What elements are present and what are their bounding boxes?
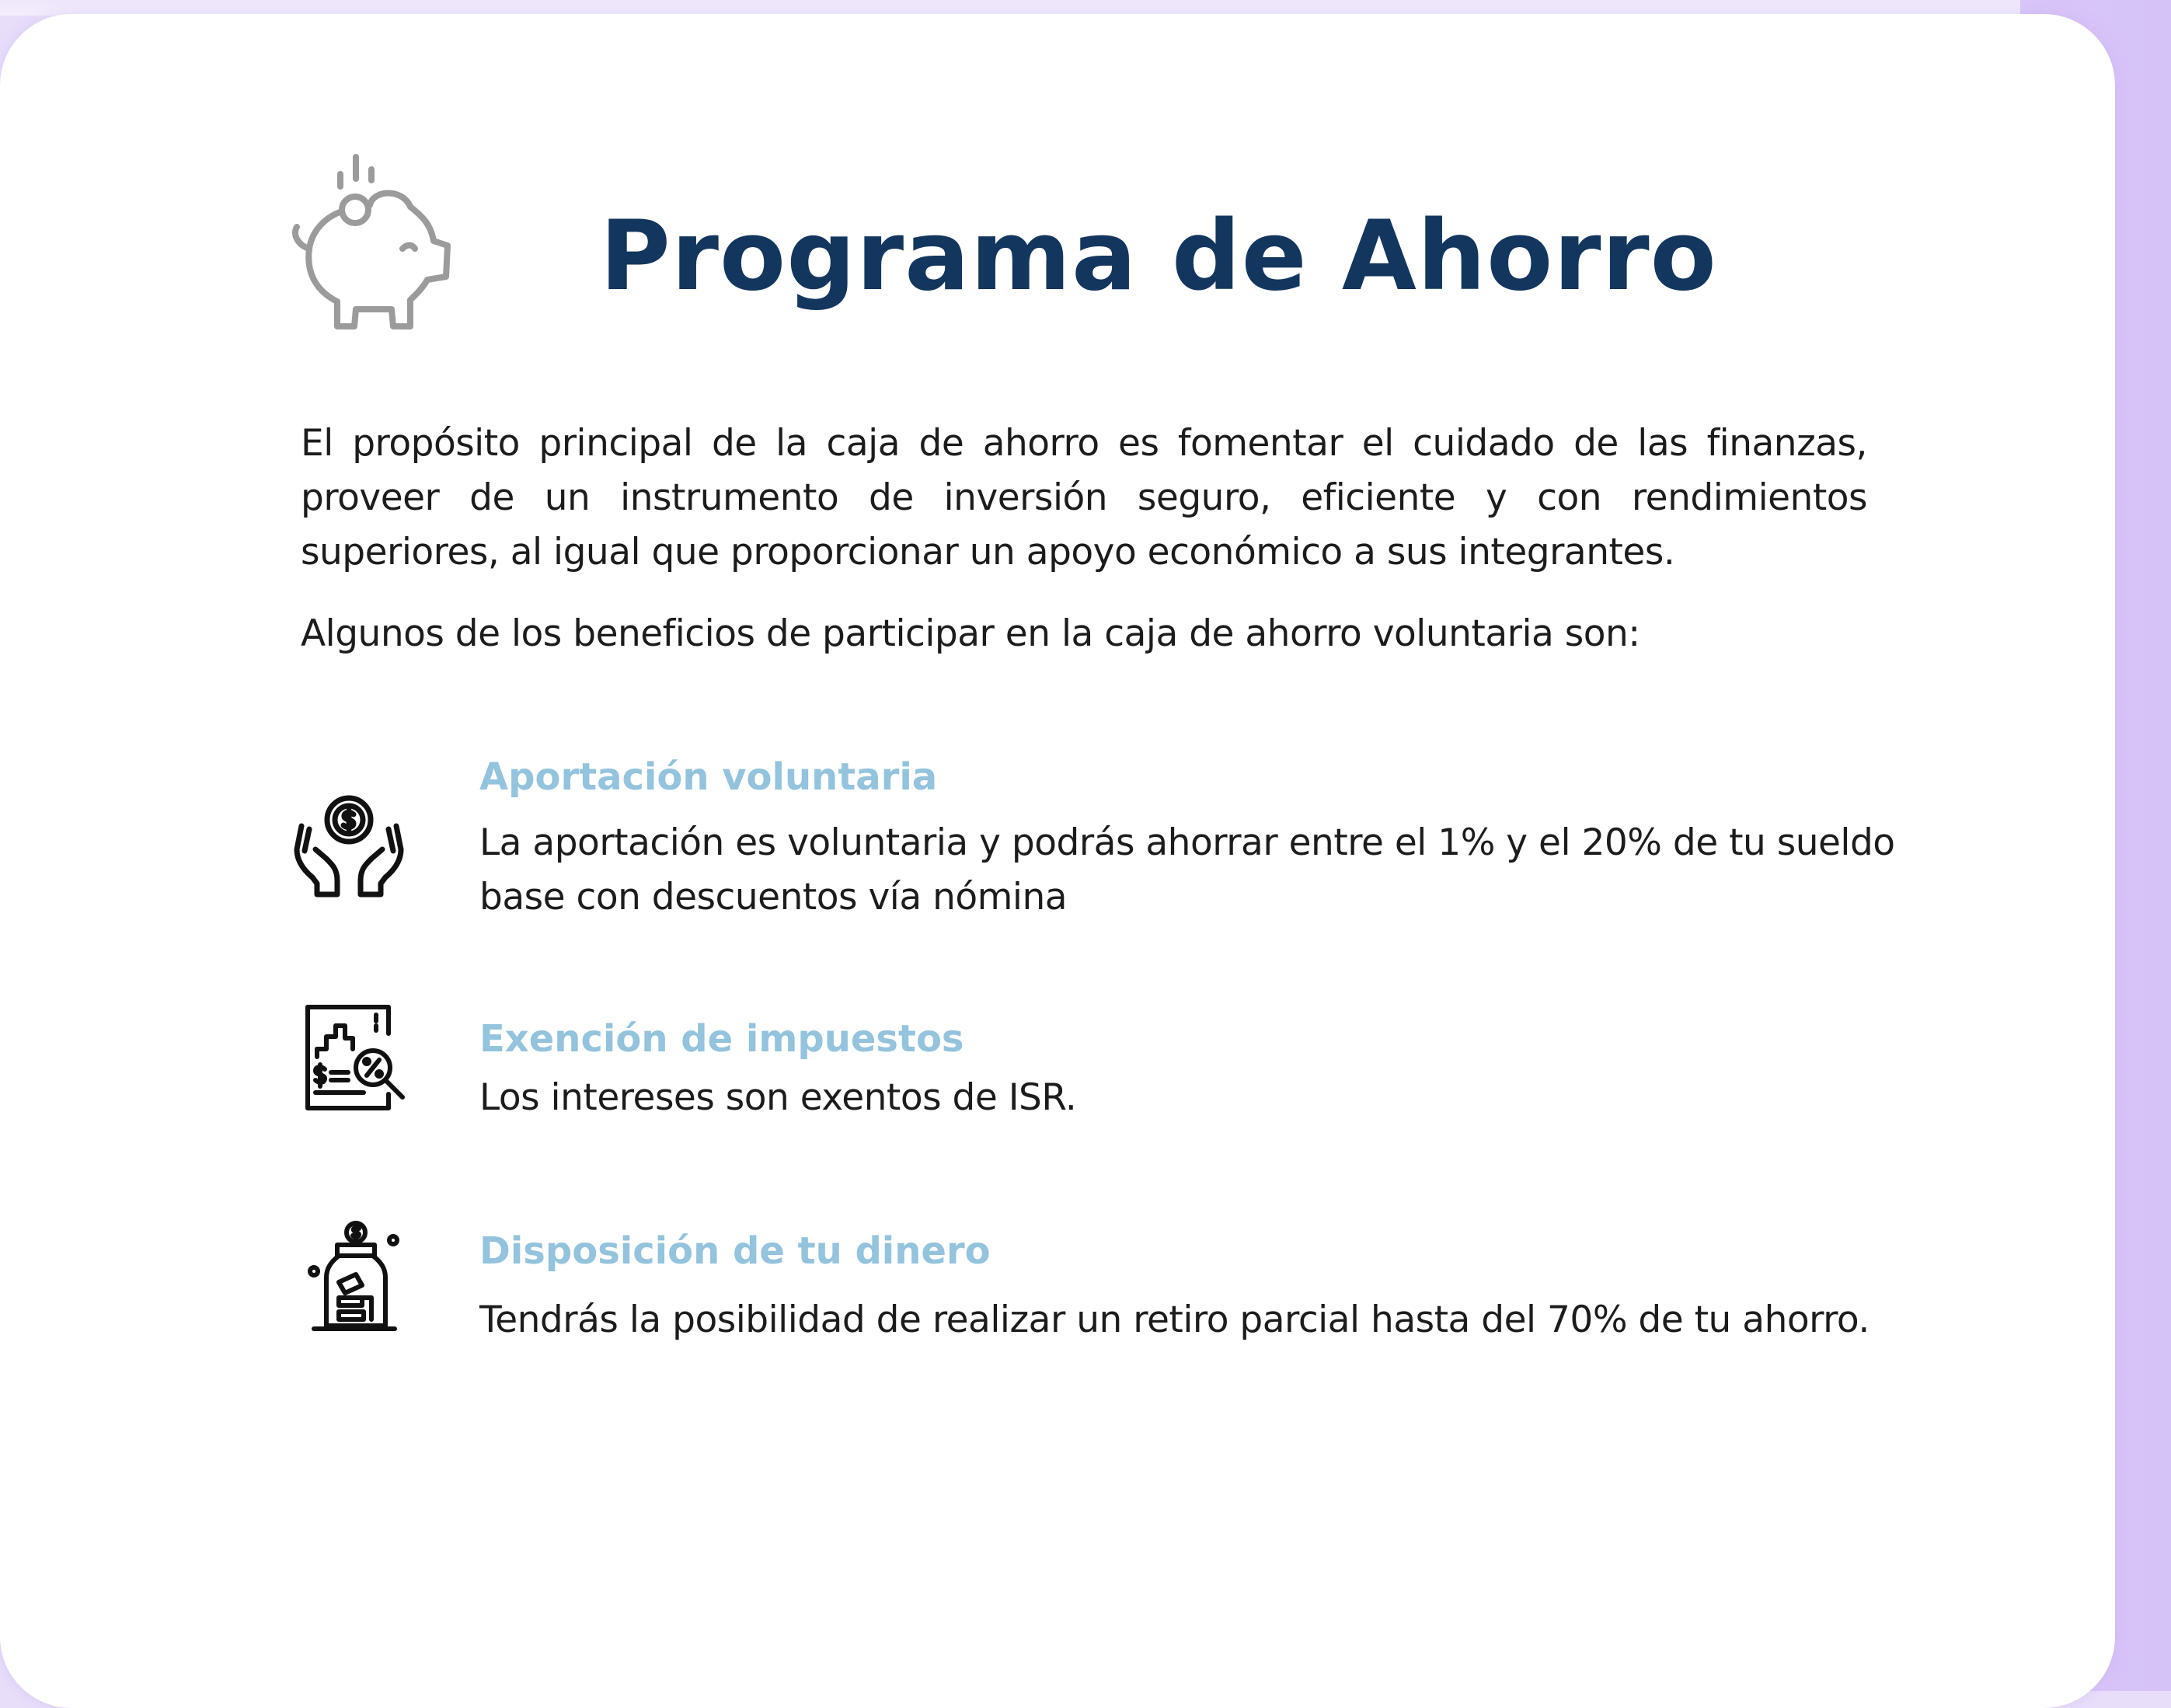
content-card bbox=[0, 14, 2115, 1708]
benefits-lead-text: Algunos de los beneficios de participar en la caja de ahorro voluntaria son: bbox=[301, 612, 1640, 655]
benefit-text: La aportación es voluntaria y podrás ahorrar entre el 1% y el 20% de tu sueldo base con descuentos vía nómina bbox=[479, 821, 1895, 918]
hands-coin-icon bbox=[294, 795, 404, 905]
savings-jar-icon bbox=[308, 1220, 401, 1337]
benefit-title: Exención de impuestos bbox=[479, 1017, 964, 1061]
piggy-bank-icon bbox=[278, 148, 465, 334]
tax-report-icon bbox=[301, 1002, 412, 1113]
background-top-band bbox=[0, 0, 2171, 16]
page-title: Programa de Ahorro bbox=[600, 200, 1717, 312]
benefit-text: Tendrás la posibilidad de realizar un retiro parcial hasta del 70% de tu ahorro. bbox=[479, 1298, 1870, 1341]
benefit-title: Disposición de tu dinero bbox=[479, 1229, 991, 1273]
benefit-text: Los intereses son exentos de ISR. bbox=[479, 1076, 1077, 1119]
benefit-title: Aportación voluntaria bbox=[479, 755, 938, 799]
intro-paragraph: El propósito principal de la caja de ahorro es fomentar el cuidado de las finanzas, proveer de un instrumento de inversión seguro, eficiente y con rendimientos superiores, al igual que proporcionar un apoyo económico a sus integrantes. bbox=[301, 422, 1867, 573]
